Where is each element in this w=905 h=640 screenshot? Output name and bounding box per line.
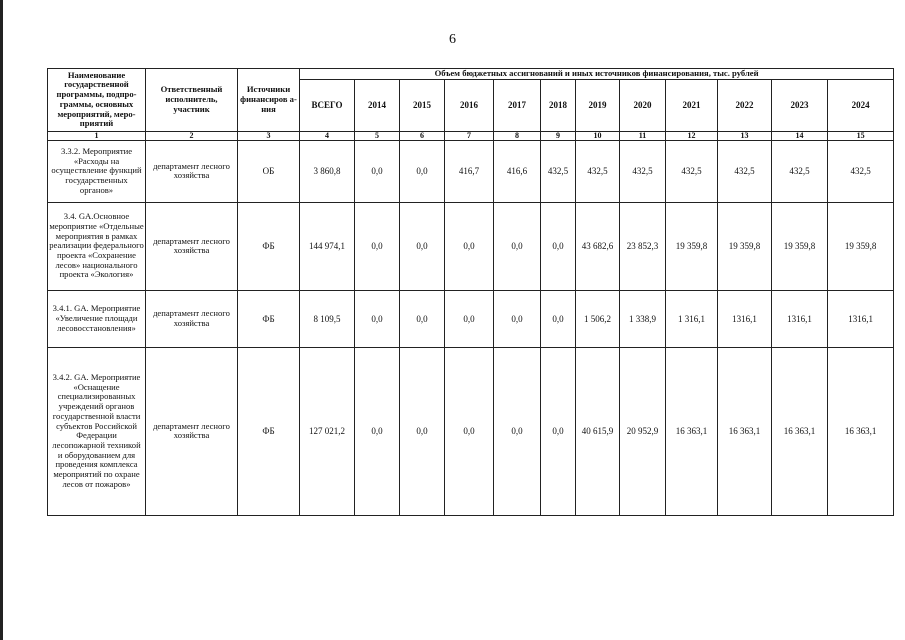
table-row [48,140,894,202]
row-name: 3.4.2. GA. Мероприятие «Оснащение специализированных учреждений органов государственной власти субъектов Российской Федерации лесопожарной техникой и оборудованием для проведения комплекса мероприятий по охране лесов от пожаров» [48,347,146,515]
row-value: 0,0 [355,347,400,515]
header-year: 2015 [400,79,445,131]
column-number: 11 [620,131,666,140]
header-year: 2018 [541,79,576,131]
row-value: 0,0 [400,140,445,202]
row-value: 0,0 [355,202,400,290]
column-number: 5 [355,131,400,140]
row-value: 40 615,9 [576,347,620,515]
row-value: 0,0 [494,202,541,290]
column-number: 10 [576,131,620,140]
row-value: 432,5 [718,140,772,202]
column-number: 3 [238,131,300,140]
row-value: 1 506,2 [576,290,620,347]
column-number: 13 [718,131,772,140]
row-value: 1316,1 [718,290,772,347]
table-row [48,202,894,290]
header-year: 2022 [718,79,772,131]
row-source: ФБ [238,202,300,290]
row-name: 3.4. GA.Основное мероприятие «Отдельные мероприятия в рамках реализации федерального проекта «Сохранение лесов» национального проекта «Экология» [48,202,146,290]
column-number: 12 [666,131,718,140]
row-value: 432,5 [666,140,718,202]
row-value: 16 363,1 [718,347,772,515]
header-year: 2019 [576,79,620,131]
column-number: 1 [48,131,146,140]
row-value: 0,0 [400,202,445,290]
table-row [48,290,894,347]
row-source: ФБ [238,347,300,515]
row-value: 0,0 [355,290,400,347]
row-value: 19 359,8 [666,202,718,290]
row-executor: департамент лесного хозяйства [146,140,238,202]
row-value: 0,0 [541,290,576,347]
header-year: 2021 [666,79,718,131]
row-executor: департамент лесного хозяйства [146,347,238,515]
header-year: 2016 [445,79,494,131]
row-total: 3 860,8 [300,140,355,202]
row-value: 0,0 [494,347,541,515]
column-number: 2 [146,131,238,140]
budget-table [47,68,894,516]
row-value: 1316,1 [772,290,828,347]
row-source: ФБ [238,290,300,347]
row-executor: департамент лесного хозяйства [146,290,238,347]
header-executor: Ответственный исполнитель, участник [146,69,238,132]
column-number: 15 [828,131,894,140]
row-value: 19 359,8 [718,202,772,290]
column-number: 8 [494,131,541,140]
row-value: 19 359,8 [772,202,828,290]
row-value: 0,0 [400,290,445,347]
row-value: 432,5 [828,140,894,202]
header-funding-group: Объем бюджетных ассигнований и иных источников финансирования, тыс. рублей [300,69,894,80]
row-executor: департамент лесного хозяйства [146,202,238,290]
row-total: 8 109,5 [300,290,355,347]
row-value: 0,0 [355,140,400,202]
row-value: 16 363,1 [772,347,828,515]
row-value: 0,0 [494,290,541,347]
row-total: 144 974,1 [300,202,355,290]
row-name: 3.3.2. Мероприятие «Расходы на осуществление функций государственных органов» [48,140,146,202]
row-value: 0,0 [541,202,576,290]
row-value: 1316,1 [828,290,894,347]
row-total: 127 021,2 [300,347,355,515]
header-total: ВСЕГО [300,79,355,131]
row-value: 1 316,1 [666,290,718,347]
column-number: 7 [445,131,494,140]
column-number: 4 [300,131,355,140]
header-year: 2017 [494,79,541,131]
row-value: 432,5 [576,140,620,202]
row-source: ОБ [238,140,300,202]
column-number-row [48,131,894,140]
header-source: Источники финансиров а-ния [238,69,300,132]
row-value: 0,0 [445,347,494,515]
column-number: 9 [541,131,576,140]
row-value: 0,0 [400,347,445,515]
header-year: 2024 [828,79,894,131]
row-value: 432,5 [620,140,666,202]
row-value: 416,6 [494,140,541,202]
row-value: 0,0 [445,202,494,290]
table-row [48,347,894,515]
header-year: 2023 [772,79,828,131]
row-name: 3.4.1. GA. Мероприятие «Увеличение площади лесовосстановления» [48,290,146,347]
row-value: 1 338,9 [620,290,666,347]
row-value: 43 682,6 [576,202,620,290]
header-name: Наименование государственной программы, подпро-граммы, основных мероприятий, меро-приятий [48,69,146,132]
row-value: 16 363,1 [828,347,894,515]
row-value: 432,5 [772,140,828,202]
row-value: 16 363,1 [666,347,718,515]
scan-edge-line [0,0,3,640]
row-value: 432,5 [541,140,576,202]
page-number: 6 [449,32,456,47]
header-year: 2020 [620,79,666,131]
row-value: 416,7 [445,140,494,202]
row-value: 0,0 [541,347,576,515]
column-number: 14 [772,131,828,140]
column-number: 6 [400,131,445,140]
header-year: 2014 [355,79,400,131]
row-value: 23 852,3 [620,202,666,290]
row-value: 19 359,8 [828,202,894,290]
row-value: 0,0 [445,290,494,347]
row-value: 20 952,9 [620,347,666,515]
